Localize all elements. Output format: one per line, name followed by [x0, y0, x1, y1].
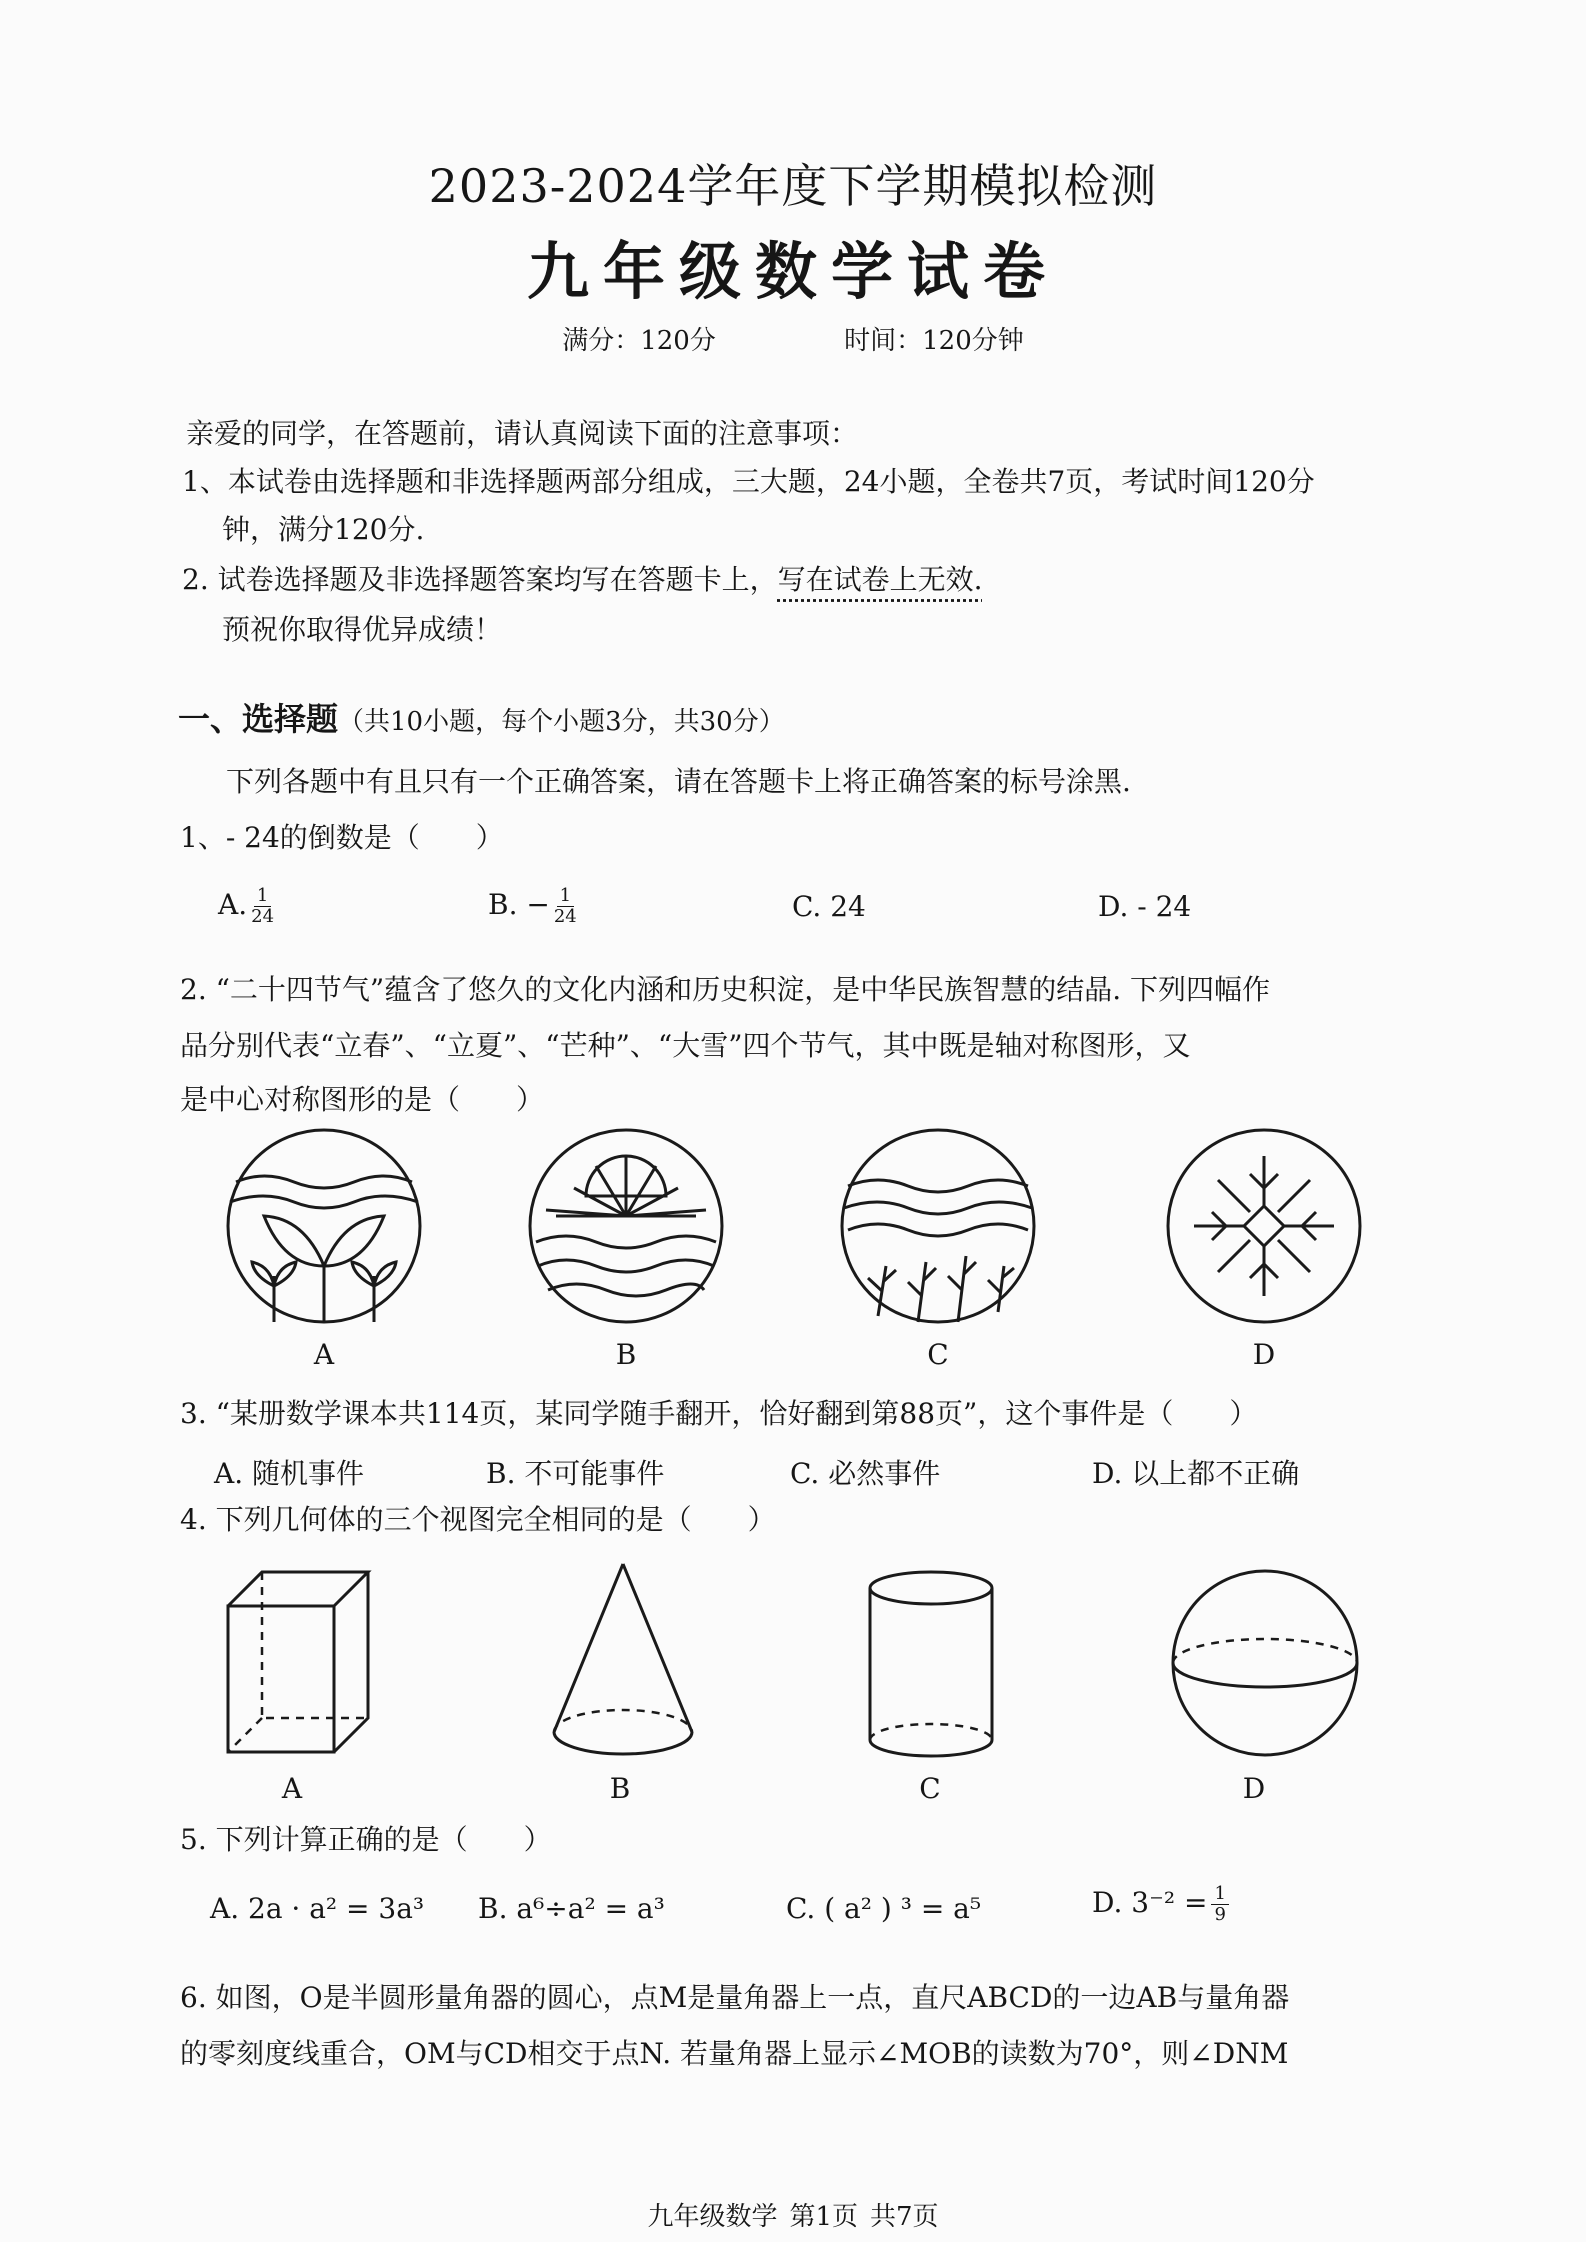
cuboid-figure: [224, 1566, 374, 1766]
section-note: （共10小题，每个小题3分，共30分）: [338, 707, 785, 737]
lixia-figure: [526, 1126, 726, 1326]
q1-option-b-label: B. −: [488, 888, 550, 921]
q3-option-c: C. 必然事件: [790, 1457, 941, 1490]
footer-page: 第1页: [789, 2202, 858, 2232]
cone-figure: [548, 1560, 698, 1770]
section-heading: [178, 694, 785, 740]
question-3-stem: 3. “某册数学课本共114页，某同学随手翻开，恰好翻到第88页”，这个事件是（ ）: [180, 1397, 1258, 1430]
notice-item2: [182, 560, 983, 600]
fraction-denominator: 9: [1214, 1904, 1226, 1925]
exam-title-line1: 2023-2024学年度下学期模拟检测: [428, 159, 1158, 213]
question-2-line3: 是中心对称图形的是（ ）: [180, 1083, 545, 1116]
q2-label-d: D: [1252, 1338, 1276, 1371]
notice-item2-emphasis: 写在试卷上无效.: [777, 563, 983, 596]
question-5-stem: 5. 下列计算正确的是（ ）: [180, 1823, 552, 1856]
mangzhong-figure: [838, 1126, 1038, 1326]
fraction-numerator: 1: [1211, 1884, 1228, 1905]
q1-option-c: C. 24: [792, 890, 866, 923]
fraction-numerator: 1: [254, 886, 271, 907]
notice-item1-line1: 1、本试卷由选择题和非选择题两部分组成，三大题，24小题，全卷共7页，考试时间120分: [182, 465, 1315, 498]
q5-option-d-label: D. 3⁻² =: [1092, 1886, 1208, 1919]
q1-option-b: [488, 886, 577, 927]
fraction-denominator: 24: [553, 906, 577, 927]
fraction-numerator: 1: [557, 886, 574, 907]
q2-label-a: A: [313, 1338, 335, 1371]
page-footer: [0, 2196, 1586, 2233]
notice-item1-line2: 钟，满分120分.: [222, 513, 425, 546]
question-6-line2: 的零刻度线重合，OM与CD相交于点N. 若量角器上显示∠MOB的读数为70°，则∠DNM: [180, 2037, 1289, 2070]
cylinder-figure: [864, 1568, 998, 1768]
question-2-line1: 2. “二十四节气”蕴含了悠久的文化内涵和历史积淀，是中华民族智慧的结晶. 下列四幅作: [180, 973, 1271, 1006]
footer-total: 共7页: [870, 2202, 939, 2232]
q1-option-b-fraction: [554, 886, 577, 927]
question-4-stem: 4. 下列几何体的三个视图完全相同的是（ ）: [180, 1503, 776, 1536]
question-2-line2: 品分别代表“立春”、“立夏”、“芒种”、“大雪”四个节气，其中既是轴对称图形，又: [180, 1029, 1191, 1062]
q2-label-c: C: [927, 1338, 949, 1371]
q5-option-c: C. ( a² ) ³ = a⁵: [786, 1892, 982, 1925]
q5-option-a: A. 2a · a² = 3a³: [210, 1892, 425, 1925]
daxue-figure: [1164, 1126, 1364, 1326]
sphere-figure: [1168, 1566, 1362, 1760]
q2-label-b: B: [615, 1338, 637, 1371]
notice-item2-text: 2. 试卷选择题及非选择题答案均写在答题卡上，: [182, 563, 778, 596]
q1-option-d: D. - 24: [1098, 890, 1192, 923]
lichun-figure: [224, 1126, 424, 1326]
q4-label-a: A: [281, 1772, 303, 1805]
q1-option-a-fraction: [251, 886, 274, 927]
q3-option-d: D. 以上都不正确: [1092, 1457, 1300, 1490]
notice-intro: 亲爱的同学，在答题前，请认真阅读下面的注意事项：: [186, 417, 859, 450]
score-time-line: [0, 320, 1586, 357]
question-1-stem: 1、- 24的倒数是（ ）: [180, 821, 504, 854]
q4-label-d: D: [1242, 1772, 1266, 1805]
fraction-denominator: 24: [251, 906, 275, 927]
question-6-line1: 6. 如图，O是半圆形量角器的圆心，点M是量角器上一点，直尺ABCD的一边AB与量角器: [180, 1981, 1290, 2014]
q5-option-b: B. a⁶÷a² = a³: [478, 1892, 665, 1925]
q1-option-a-label: A.: [218, 888, 248, 921]
section-instruction: 下列各题中有且只有一个正确答案，请在答题卡上将正确答案的标号涂黑.: [226, 765, 1131, 798]
footer-subject: 九年级数学: [647, 2202, 778, 2232]
q1-option-a: [218, 886, 274, 927]
q3-option-b: B. 不可能事件: [486, 1457, 665, 1490]
section-title: 一、选择题: [178, 700, 339, 738]
q5-option-d-fraction: [1211, 1884, 1228, 1925]
full-score: 满分：120分: [562, 326, 716, 356]
q4-label-b: B: [609, 1772, 631, 1805]
q3-option-a: A. 随机事件: [214, 1457, 365, 1490]
q5-option-d: [1092, 1884, 1229, 1925]
exam-title: 九年级数学试卷: [526, 235, 1059, 308]
q4-label-c: C: [919, 1772, 941, 1805]
exam-time: 时间：120分钟: [844, 326, 1024, 356]
notice-wish: 预祝你取得优异成绩！: [222, 613, 503, 646]
